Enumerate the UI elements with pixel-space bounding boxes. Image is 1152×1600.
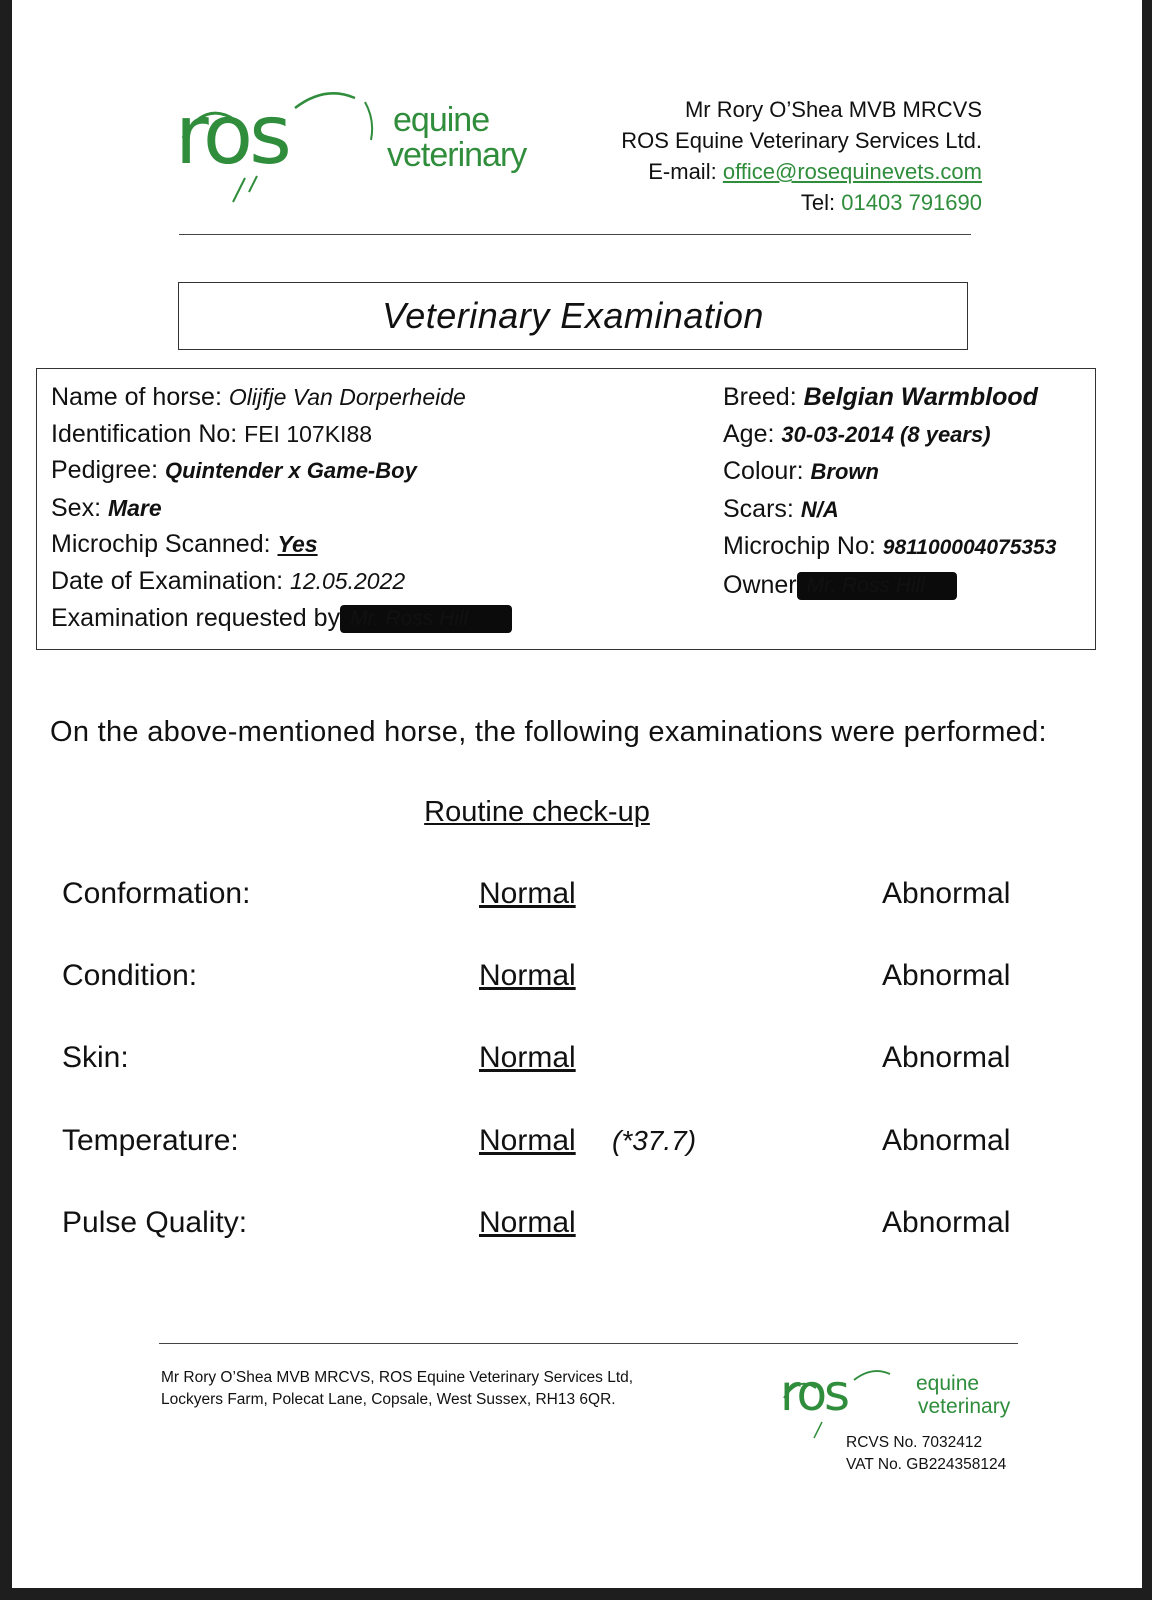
field-label: Examination requested by <box>51 603 341 632</box>
exam-normal-selected: Normal <box>479 1041 576 1074</box>
footer-registration <box>846 1432 1006 1476</box>
vet-name: Mr Rory O’Shea MVB MRCVS <box>684 97 982 122</box>
sex-value: Mare <box>107 494 162 521</box>
identification-row <box>51 416 512 453</box>
header-contact <box>621 94 982 218</box>
field-label: Colour: <box>723 457 804 486</box>
tel-number: 01403 791690 <box>841 190 982 215</box>
exam-abnormal-option: Abnormal <box>882 1041 1011 1074</box>
horse-name-value: Olijfje Van Dorperheide <box>228 384 466 410</box>
footer-address-line: Mr Rory O’Shea MVB MRCVS, ROS Equine Veterinary Services Ltd, <box>161 1369 634 1386</box>
tel-label: Tel: <box>800 190 836 215</box>
exam-label: Skin: <box>62 1041 129 1074</box>
exam-abnormal-option: Abnormal <box>882 877 1011 910</box>
colour-value: Brown <box>810 459 879 485</box>
field-label: Breed: <box>723 383 797 411</box>
exam-abnormal-option: Abnormal <box>882 1206 1011 1239</box>
horse-info-left <box>51 379 512 636</box>
logo-word-veterinary: veterinary <box>387 136 527 174</box>
microchip-scanned-row <box>51 526 512 563</box>
title-box <box>178 282 968 350</box>
pedigree-value: Quintender x Game-Boy <box>164 458 417 484</box>
exam-label: Temperature: <box>62 1124 239 1157</box>
vat-number: VAT No. GB224358124 <box>846 1456 1007 1473</box>
horse-name-row <box>51 379 512 416</box>
breed-value: Belgian Warmblood <box>803 383 1038 411</box>
horse-info-right <box>723 379 1056 604</box>
intro-text: On the above-mentioned horse, the following examinations were performed: <box>50 716 1047 748</box>
exam-label: Conformation: <box>62 877 251 910</box>
redacted-owner: Mr. Ross Hill <box>797 572 957 600</box>
footer-logo-word-veterinary: veterinary <box>918 1395 1011 1418</box>
exam-normal-selected: Normal <box>479 877 576 910</box>
exam-label: Condition: <box>62 959 198 992</box>
exam-abnormal-option: Abnormal <box>882 1124 1011 1157</box>
microchip-no-value: 981100004075353 <box>882 536 1057 560</box>
temperature-note: (*37.7) <box>612 1125 697 1156</box>
requested-by-row <box>51 600 512 637</box>
field-label: Date of Examination: <box>51 566 284 595</box>
colour-row <box>723 453 1056 491</box>
page-title: Veterinary Examination <box>382 295 764 336</box>
field-label: Sex: <box>51 493 102 522</box>
company-logo <box>175 80 565 210</box>
document-page <box>12 0 1142 1588</box>
logo-word-equine: equine <box>393 101 490 139</box>
age-row <box>723 416 1056 454</box>
field-label: Identification No: <box>51 419 238 448</box>
exam-abnormal-option: Abnormal <box>882 959 1011 992</box>
tel-row <box>621 187 982 218</box>
field-label: Microchip No: <box>723 532 876 561</box>
email-link[interactable]: office@rosequinevets.com <box>722 159 982 184</box>
exam-date-value: 12.05.2022 <box>290 567 406 594</box>
field-label: Microchip Scanned: <box>51 530 271 559</box>
age-value: 30-03-2014 (8 years) <box>781 421 991 447</box>
microchip-no-row <box>723 528 1056 567</box>
field-label: Owner <box>723 570 797 599</box>
exam-normal-selected: Normal <box>479 1124 576 1157</box>
exam-normal-selected: Normal <box>479 959 576 992</box>
field-label: Pedigree: <box>51 456 159 485</box>
field-label: Age: <box>723 419 775 448</box>
field-label: Scars: <box>723 494 794 523</box>
field-label: Name of horse: <box>51 383 222 411</box>
footer-address-line: Lockyers Farm, Polecat Lane, Copsale, West Sussex, RH13 6QR. <box>161 1391 616 1408</box>
footer-logo-ros-text: ros <box>780 1364 848 1422</box>
footer-address <box>161 1367 633 1411</box>
footer-divider <box>159 1343 1018 1344</box>
owner-row <box>723 567 1056 604</box>
rcvs-number: RCVS No. 7032412 <box>846 1434 983 1451</box>
company-name: ROS Equine Veterinary Services Ltd. <box>621 128 982 153</box>
microchip-scanned-value: Yes <box>277 531 318 558</box>
horse-info-box <box>36 368 1096 650</box>
scars-value: N/A <box>800 496 839 522</box>
section-title: Routine check-up <box>424 796 650 828</box>
pedigree-row <box>51 452 512 490</box>
email-row <box>621 156 982 187</box>
email-label: E-mail: <box>648 159 717 184</box>
exam-normal-selected: Normal <box>479 1206 576 1239</box>
sex-row <box>51 490 512 527</box>
exam-date-row <box>51 563 512 600</box>
redacted-requester: Mr. Ross Hill <box>340 605 512 633</box>
exam-label: Pulse Quality: <box>62 1206 248 1239</box>
header-divider <box>179 234 971 235</box>
breed-row <box>723 379 1056 416</box>
footer-logo-word-equine: equine <box>916 1372 980 1395</box>
logo-ros-text: ros <box>175 88 288 183</box>
scars-row <box>723 491 1056 529</box>
identification-value: FEI 107KI88 <box>244 420 373 447</box>
